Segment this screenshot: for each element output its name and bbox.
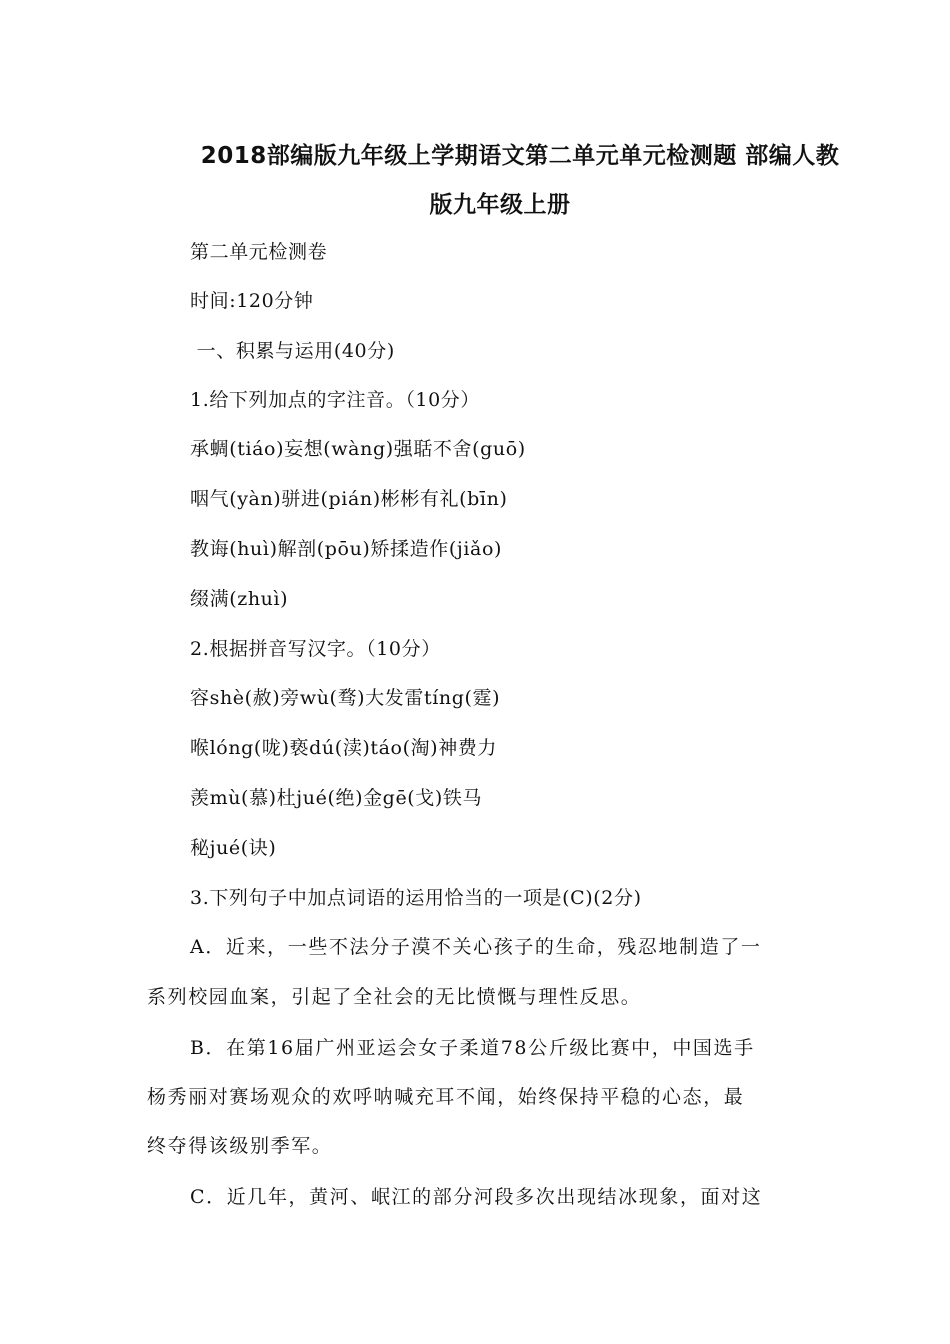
question-2-line-2: 喉lóng(咙)亵dú(渎)táo(淘)神费力 bbox=[190, 737, 497, 759]
question-2-heading: 2.根据拼音写汉字。（10分） bbox=[190, 638, 441, 660]
option-a-line-1: A．近来，一些不法分子漠不关心孩子的生命，残忍地制造了一 bbox=[190, 936, 762, 958]
option-a-line-2: 系列校园血案，引起了全社会的无比愤慨与理性反思。 bbox=[147, 986, 642, 1008]
question-1-line-1: 承蜩(tiáo)妄想(wàng)强聒不舍(guō) bbox=[190, 438, 526, 460]
option-b-line-1: B．在第16届广州亚运会女子柔道78公斤级比赛中，中国选手 bbox=[190, 1037, 755, 1059]
option-c-line-1: C．近几年，黄河、岷江的部分河段多次出现结冰现象，面对这 bbox=[190, 1186, 763, 1208]
document-title-line-2: 版九年级上册 bbox=[429, 192, 571, 218]
option-b-line-3: 终夺得该级别季军。 bbox=[147, 1135, 333, 1157]
document-title-line-1: 2018部编版九年级上学期语文第二单元单元检测题 部编人教 bbox=[200, 143, 840, 169]
time-limit: 时间:120分钟 bbox=[190, 290, 314, 312]
question-1-heading: 1.给下列加点的字注音。（10分） bbox=[190, 389, 481, 411]
question-1-line-2: 咽气(yàn)骈进(pián)彬彬有礼(bīn) bbox=[190, 488, 508, 510]
part-heading: 一、积累与运用(40分) bbox=[190, 340, 395, 362]
question-2-line-1: 容shè(赦)旁wù(骛)大发雷tíng(霆) bbox=[190, 687, 501, 709]
question-2-line-4: 秘jué(诀) bbox=[190, 837, 277, 859]
question-3-heading: 3.下列句子中加点词语的运用恰当的一项是(C)(2分) bbox=[190, 887, 642, 909]
section-heading: 第二单元检测卷 bbox=[190, 241, 328, 263]
option-b-line-2: 杨秀丽对赛场观众的欢呼呐喊充耳不闻，始终保持平稳的心态，最 bbox=[147, 1086, 745, 1108]
question-1-line-4: 缀满(zhuì) bbox=[190, 588, 289, 610]
question-2-line-3: 羡mù(慕)杜jué(绝)金gē(戈)铁马 bbox=[190, 787, 483, 809]
question-1-line-3: 教诲(huì)解剖(pōu)矫揉造作(jiǎo) bbox=[190, 538, 502, 560]
